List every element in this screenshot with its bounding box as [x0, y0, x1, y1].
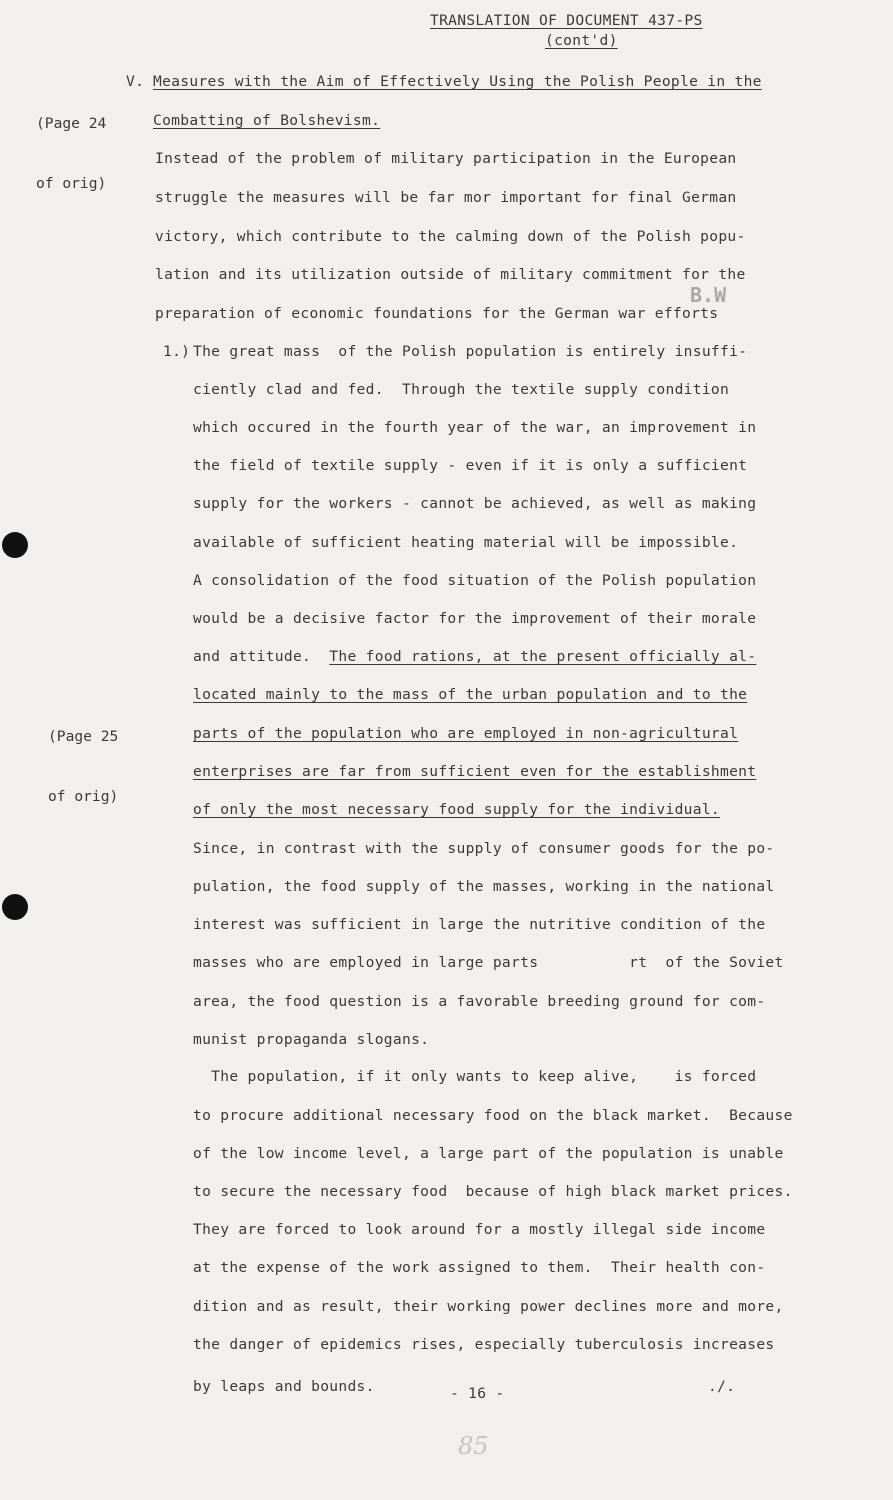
punch-hole	[2, 532, 28, 558]
continued-mark: ./.	[708, 1378, 736, 1395]
paragraph2-line: the danger of epidemics rises, especially tuberculosis increases	[193, 1336, 775, 1353]
margin-note-page25-line1: (Page 25	[48, 728, 119, 745]
paragraph2-line: dition and as result, their working power declines more and more,	[193, 1298, 784, 1315]
since-line: masses who are employed in large parts rt of the Soviet	[193, 954, 784, 971]
ink-stamp: B.W	[690, 283, 727, 307]
since-line: Since, in contrast with the supply of consumer goods for the po-	[193, 840, 775, 857]
underlined-line: parts of the population who are employed in non-agricultural	[193, 725, 739, 742]
paragraph2-line: by leaps and bounds.	[193, 1378, 375, 1395]
item1-line: A consolidation of the food situation of the Polish population	[193, 572, 757, 589]
margin-note-page24	[36, 74, 106, 234]
since-line: munist propaganda slogans.	[193, 1031, 430, 1048]
paragraph2-line: They are forced to look around for a mostly illegal side income	[193, 1221, 766, 1238]
intro-line: victory, which contribute to the calming down of the Polish popu-	[155, 228, 746, 245]
item1-line: ciently clad and fed. Through the textile supply condition	[193, 381, 730, 398]
header-contd: (cont'd)	[545, 32, 618, 49]
underlined-line: of only the most necessary food supply for the individual.	[193, 801, 720, 818]
attitude-plain: and attitude.	[193, 648, 330, 665]
intro-line: lation and its utilization outside of military commitment for the	[155, 266, 746, 283]
section-heading-line2: Combatting of Bolshevism.	[153, 112, 381, 129]
item1-attitude-line	[193, 648, 756, 666]
page-number: - 16 -	[450, 1385, 505, 1402]
item1-number: 1.)	[163, 343, 191, 360]
item1-line: would be a decisive factor for the improvement of their morale	[193, 610, 757, 627]
paragraph2-line: The population, if it only wants to keep alive, is forced	[193, 1068, 757, 1085]
item1-line: the field of textile supply - even if it is only a sufficient	[193, 457, 748, 474]
item1-line: The great mass of the Polish population is entirely insuffi-	[193, 343, 748, 360]
section-number: V.	[126, 73, 145, 90]
paragraph2-line: to procure additional necessary food on the black market. Because	[193, 1107, 793, 1124]
paragraph2-line: to secure the necessary food because of high black market prices.	[193, 1183, 793, 1200]
header-title: TRANSLATION OF DOCUMENT 437-PS	[430, 12, 703, 29]
intro-line: Instead of the problem of military participation in the European	[155, 150, 737, 167]
since-line: pulation, the food supply of the masses, working in the national	[193, 878, 775, 895]
margin-note-page24-line2: of orig)	[36, 175, 107, 192]
pencil-page-number: 85	[458, 1432, 489, 1460]
intro-line: struggle the measures will be far mor important for final German	[155, 189, 737, 206]
item1-line: which occured in the fourth year of the war, an improvement in	[193, 419, 757, 436]
underlined-line: enterprises are far from sufficient even for the establishment	[193, 763, 757, 780]
margin-note-page24-line1: (Page 24	[36, 115, 107, 132]
item1-line: available of sufficient heating material will be impossible.	[193, 534, 739, 551]
since-line: area, the food question is a favorable breeding ground for com-	[193, 993, 766, 1010]
paragraph2-line: of the low income level, a large part of the population is unable	[193, 1145, 784, 1162]
margin-note-page25	[48, 687, 118, 847]
item1-line: supply for the workers - cannot be achieved, as well as making	[193, 495, 757, 512]
paragraph2-line: at the expense of the work assigned to them. Their health con-	[193, 1259, 766, 1276]
punch-hole	[2, 894, 28, 920]
attitude-underlined: The food rations, at the present officially al-	[329, 648, 757, 665]
intro-line: preparation of economic foundations for the German war efforts	[155, 305, 719, 322]
margin-note-page25-line2: of orig)	[48, 788, 119, 805]
underlined-line: located mainly to the mass of the urban population and to the	[193, 686, 748, 703]
section-heading-line1: Measures with the Aim of Effectively Using the Polish People in the	[153, 73, 762, 90]
since-line: interest was sufficient in large the nutritive condition of the	[193, 916, 766, 933]
